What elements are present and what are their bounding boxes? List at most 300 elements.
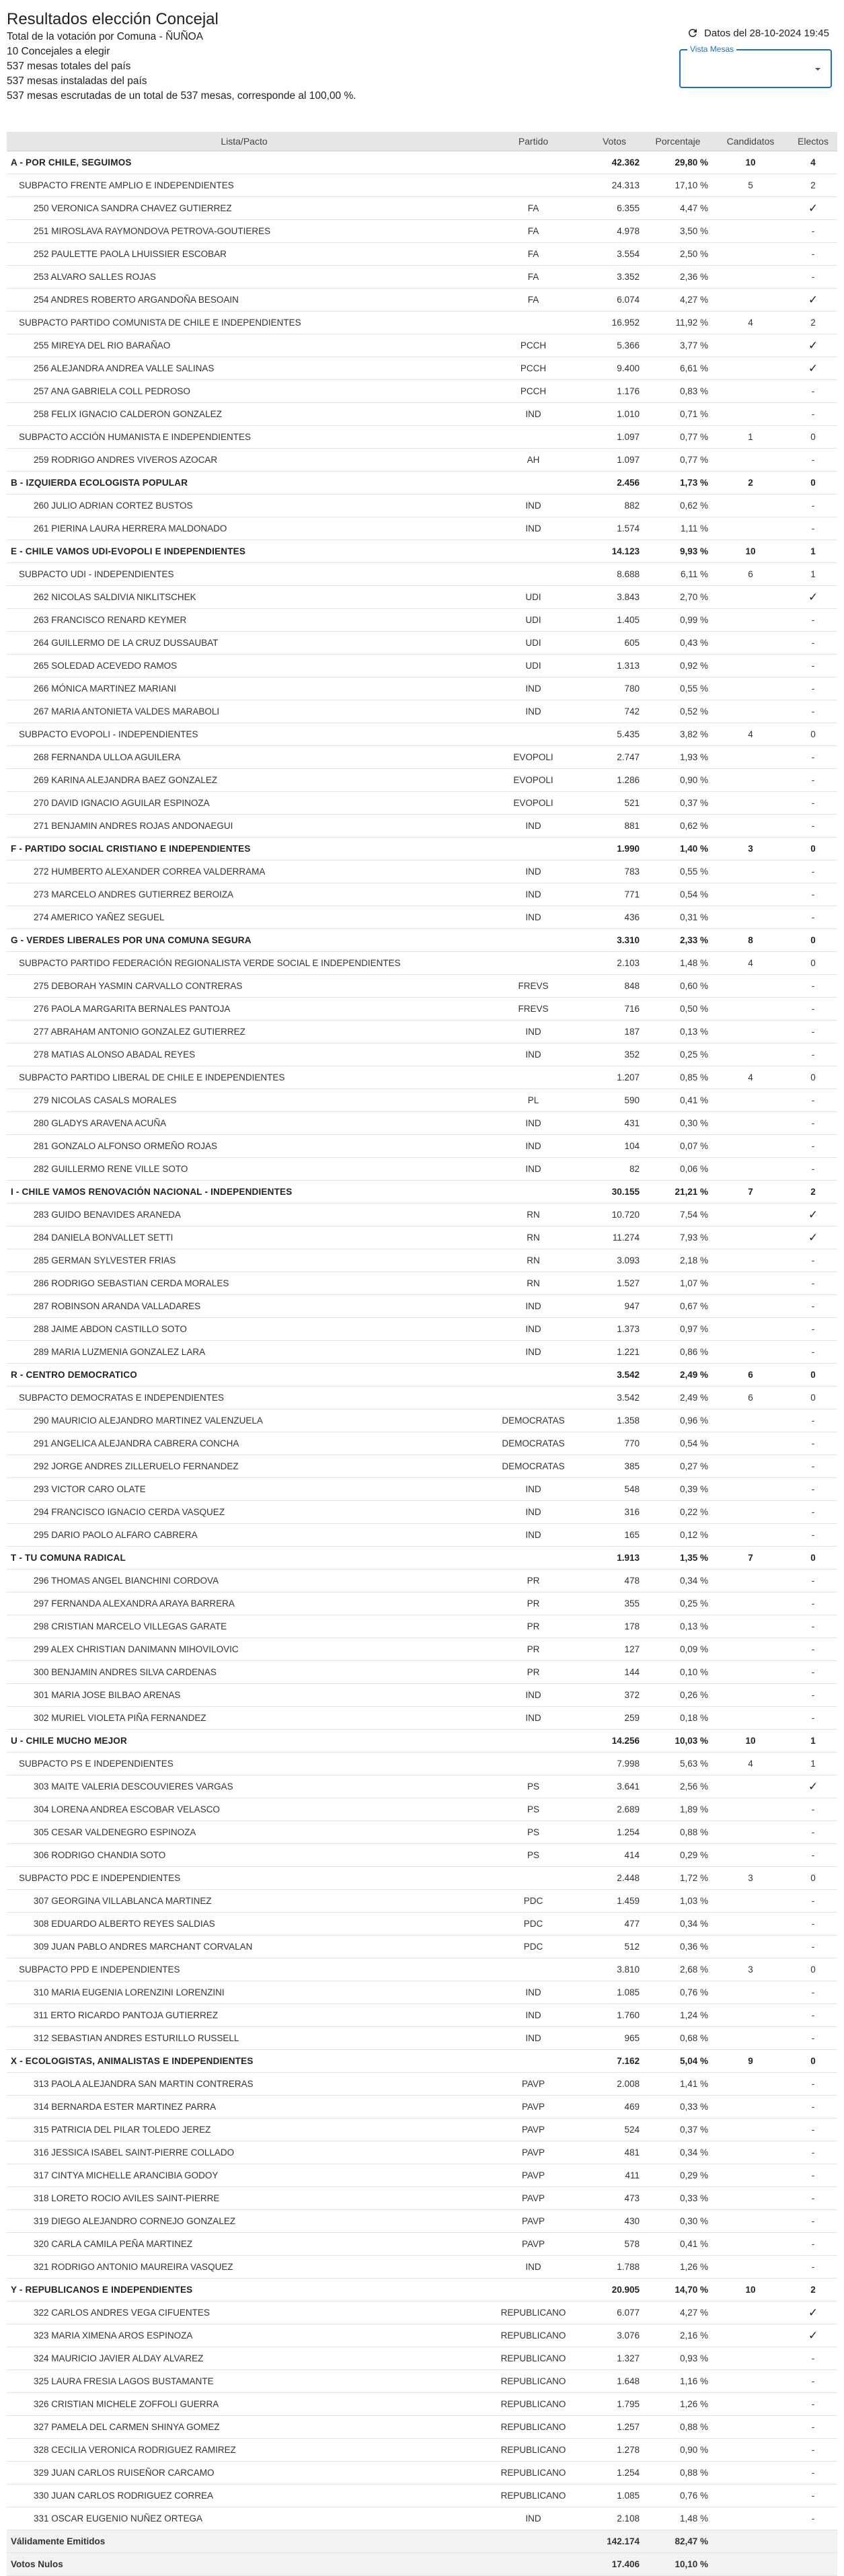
cell-percent: 1,35 %: [644, 1547, 712, 1570]
cell-percent: 2,49 %: [644, 1364, 712, 1387]
cell-percent: 0,88 %: [644, 1821, 712, 1844]
cell-percent: 1,40 %: [644, 838, 712, 860]
cell-elected: [789, 586, 837, 609]
candidate-row: [7, 1409, 837, 1432]
cell-percent: 0,54 %: [644, 1432, 712, 1455]
check-icon: ✓: [808, 361, 818, 375]
cell-candidates: [712, 2119, 789, 2141]
cell-party: EVOPOLI: [482, 792, 585, 815]
cell-percent: 0,77 %: [644, 449, 712, 472]
candidate-row: [7, 2004, 837, 2027]
cell-percent: 4,27 %: [644, 289, 712, 311]
cell-elected: -: [789, 1524, 837, 1547]
cell-name: 296 THOMAS ANGEL BIANCHINI CORDOVA: [7, 1570, 482, 1592]
cell-elected: -: [789, 1798, 837, 1821]
cell-party: IND: [482, 1524, 585, 1547]
cell-votes: 1.085: [585, 1981, 644, 2004]
cell-percent: 0,30 %: [644, 2210, 712, 2233]
candidate-row: [7, 769, 837, 792]
cell-party: RN: [482, 1204, 585, 1226]
cell-name: SUBPACTO PDC E INDEPENDIENTES: [7, 1867, 482, 1890]
candidate-row: [7, 883, 837, 906]
cell-party: EVOPOLI: [482, 769, 585, 792]
cell-name: 298 CRISTIAN MARCELO VILLEGAS GARATE: [7, 1615, 482, 1638]
candidate-row: [7, 1890, 837, 1913]
cell-percent: 2,50 %: [644, 243, 712, 266]
candidate-row: [7, 2485, 837, 2507]
cell-percent: 0,25 %: [644, 1043, 712, 1066]
cell-name: 290 MAURICIO ALEJANDRO MARTINEZ VALENZUELA: [7, 1409, 482, 1432]
cell-name: A - POR CHILE, SEGUIMOS: [7, 151, 482, 174]
subpacto-row: [7, 1066, 837, 1089]
cell-votes: 355: [585, 1592, 644, 1615]
cell-name: E - CHILE VAMOS UDI-EVOPOLI E INDEPENDIENTES: [7, 540, 482, 563]
cell-votes: 431: [585, 1112, 644, 1135]
results-body: [7, 151, 837, 2576]
cell-party: [482, 1364, 585, 1387]
col-header-candidatos: Candidatos: [712, 132, 789, 151]
col-header-lista: Lista/Pacto: [7, 132, 482, 151]
cell-candidates: [712, 1821, 789, 1844]
cell-candidates: [712, 815, 789, 838]
candidate-row: [7, 1570, 837, 1592]
cell-candidates: [712, 655, 789, 677]
cell-candidates: [712, 334, 789, 357]
cell-name: 285 GERMAN SYLVESTER FRIAS: [7, 1249, 482, 1272]
cell-party: REPUBLICANO: [482, 2416, 585, 2439]
cell-name: 327 PAMELA DEL CARMEN SHINYA GOMEZ: [7, 2416, 482, 2439]
cell-percent: 10,03 %: [644, 1730, 712, 1753]
cell-elected: -: [789, 2096, 837, 2119]
candidate-row: [7, 2187, 837, 2210]
cell-votes: 1.527: [585, 1272, 644, 1295]
cell-percent: 0,29 %: [644, 1844, 712, 1867]
cell-candidates: [712, 1501, 789, 1524]
cell-votes: 7.162: [585, 2050, 644, 2073]
cell-party: REPUBLICANO: [482, 2370, 585, 2393]
cell-candidates: [712, 289, 789, 311]
cell-candidates: [712, 2324, 789, 2347]
cell-votes: 82: [585, 1158, 644, 1181]
cell-votes: 14.256: [585, 1730, 644, 1753]
cell-candidates: [712, 1936, 789, 1958]
cell-percent: 1,16 %: [644, 2370, 712, 2393]
candidate-row: [7, 2096, 837, 2119]
cell-candidates: 7: [712, 1547, 789, 1570]
cell-percent: 0,36 %: [644, 1936, 712, 1958]
cell-votes: 1.286: [585, 769, 644, 792]
cell-percent: 0,85 %: [644, 1066, 712, 1089]
candidate-row: [7, 380, 837, 403]
cell-party: IND: [482, 883, 585, 906]
candidate-row: [7, 1638, 837, 1661]
cell-votes: 2.689: [585, 1798, 644, 1821]
cell-name: 254 ANDRES ROBERTO ARGANDOÑA BESOAIN: [7, 289, 482, 311]
cell-elected: -: [789, 2416, 837, 2439]
cell-candidates: [712, 1615, 789, 1638]
cell-party: RN: [482, 1272, 585, 1295]
refresh-icon[interactable]: [687, 27, 699, 39]
cell-candidates: [712, 2485, 789, 2507]
cell-name: 329 JUAN CARLOS RUISEÑOR CARCAMO: [7, 2462, 482, 2485]
cell-elected: 0: [789, 1867, 837, 1890]
cell-party: IND: [482, 1707, 585, 1730]
candidate-row: [7, 1661, 837, 1684]
cell-candidates: [712, 1135, 789, 1158]
cell-name: 302 MURIEL VIOLETA PIÑA FERNANDEZ: [7, 1707, 482, 1730]
cell-party: PCCH: [482, 357, 585, 380]
cell-percent: 0,90 %: [644, 769, 712, 792]
cell-percent: 0,54 %: [644, 883, 712, 906]
cell-votes: 1.085: [585, 2485, 644, 2507]
cell-percent: 1,07 %: [644, 1272, 712, 1295]
candidate-row: [7, 2370, 837, 2393]
cell-votes: 6.077: [585, 2302, 644, 2324]
candidate-row: [7, 1707, 837, 1730]
cell-name: 303 MAITE VALERIA DESCOUVIERES VARGAS: [7, 1775, 482, 1798]
check-icon: ✓: [808, 293, 818, 306]
cell-party: REPUBLICANO: [482, 2324, 585, 2347]
cell-votes: 1.254: [585, 2462, 644, 2485]
cell-party: UDI: [482, 586, 585, 609]
cell-candidates: [712, 586, 789, 609]
cell-elected: [789, 197, 837, 220]
cell-votes: 770: [585, 1432, 644, 1455]
comuna-info: Total de la votación por Comuna - ÑUÑOA: [7, 31, 204, 42]
cell-votes: 9.400: [585, 357, 644, 380]
cell-candidates: [712, 357, 789, 380]
cell-party: RN: [482, 1249, 585, 1272]
cell-name: 284 DANIELA BONVALLET SETTI: [7, 1226, 482, 1249]
cell-candidates: [712, 1478, 789, 1501]
cell-elected: -: [789, 1661, 837, 1684]
cell-elected: -: [789, 1432, 837, 1455]
cell-percent: 0,62 %: [644, 815, 712, 838]
candidate-row: [7, 197, 837, 220]
cell-percent: 1,89 %: [644, 1798, 712, 1821]
cell-elected: -: [789, 2187, 837, 2210]
cell-name: SUBPACTO PARTIDO FEDERACIÓN REGIONALISTA VERDE SOCIAL E INDEPENDIENTES: [7, 952, 482, 975]
cell-party: [482, 472, 585, 494]
cell-votes: 473: [585, 2187, 644, 2210]
cell-percent: 1,41 %: [644, 2073, 712, 2096]
cell-elected: 0: [789, 929, 837, 952]
cell-votes: 178: [585, 1615, 644, 1638]
results-header: [7, 0, 837, 132]
cell-candidates: 3: [712, 838, 789, 860]
cell-name: U - CHILE MUCHO MEJOR: [7, 1730, 482, 1753]
mesas-totales-info: 537 mesas totales del país: [7, 61, 131, 72]
cell-candidates: [712, 2096, 789, 2119]
candidate-row: [7, 1021, 837, 1043]
cell-candidates: [712, 403, 789, 426]
cell-party: IND: [482, 906, 585, 929]
cell-candidates: [712, 1455, 789, 1478]
subpacto-row: [7, 174, 837, 197]
cell-votes: 1.097: [585, 449, 644, 472]
cell-name: 260 JULIO ADRIAN CORTEZ BUSTOS: [7, 494, 482, 517]
cell-elected: -: [789, 746, 837, 769]
cell-elected: -: [789, 2233, 837, 2256]
subpacto-row: [7, 1753, 837, 1775]
cell-candidates: 4: [712, 952, 789, 975]
cell-elected: -: [789, 1890, 837, 1913]
cell-party: PS: [482, 1798, 585, 1821]
cell-party: FREVS: [482, 998, 585, 1021]
cell-party: IND: [482, 2256, 585, 2279]
cell-votes: 1.278: [585, 2439, 644, 2462]
subpacto-row: [7, 952, 837, 975]
cell-percent: 0,76 %: [644, 1981, 712, 2004]
total-row: [7, 2530, 837, 2553]
cell-candidates: [712, 1775, 789, 1798]
check-icon: ✓: [808, 2306, 818, 2319]
cell-elected: [789, 2553, 837, 2576]
cell-votes: 1.459: [585, 1890, 644, 1913]
cell-party: [482, 151, 585, 174]
col-header-electos: Electos: [789, 132, 837, 151]
cell-percent: 0,55 %: [644, 677, 712, 700]
cell-elected: -: [789, 2164, 837, 2187]
chevron-down-icon: [814, 64, 821, 71]
cell-name: I - CHILE VAMOS RENOVACIÓN NACIONAL - INDEPENDIENTES: [7, 1181, 482, 1204]
cell-name: 299 ALEX CHRISTIAN DANIMANN MIHOVILOVIC: [7, 1638, 482, 1661]
cell-elected: -: [789, 2004, 837, 2027]
cell-percent: 0,88 %: [644, 2416, 712, 2439]
mesas-instaladas-info: 537 mesas instaladas del país: [7, 75, 147, 87]
cell-votes: 2.456: [585, 472, 644, 494]
cell-name: 297 FERNANDA ALEXANDRA ARAYA BARRERA: [7, 1592, 482, 1615]
cell-party: UDI: [482, 609, 585, 632]
cell-candidates: [712, 1707, 789, 1730]
candidate-row: [7, 517, 837, 540]
cell-percent: 2,36 %: [644, 266, 712, 289]
cell-candidates: 4: [712, 1753, 789, 1775]
cell-elected: -: [789, 1478, 837, 1501]
cell-elected: -: [789, 266, 837, 289]
vista-mesas-select[interactable]: [679, 44, 832, 88]
cell-votes: 1.313: [585, 655, 644, 677]
pacto-row: [7, 540, 837, 563]
cell-elected: -: [789, 1821, 837, 1844]
cell-votes: 436: [585, 906, 644, 929]
candidate-row: [7, 815, 837, 838]
candidate-row: [7, 1272, 837, 1295]
cell-party: [482, 2050, 585, 2073]
cell-party: PR: [482, 1661, 585, 1684]
cell-percent: 1,48 %: [644, 952, 712, 975]
cell-elected: 2: [789, 174, 837, 197]
mesas-escrutadas-info: 537 mesas escrutadas de un total de 537 mesas, corresponde al 100,00 %.: [7, 90, 356, 102]
cell-elected: -: [789, 1570, 837, 1592]
cell-elected: -: [789, 860, 837, 883]
cell-percent: 5,63 %: [644, 1753, 712, 1775]
cell-name: 301 MARIA JOSE BILBAO ARENAS: [7, 1684, 482, 1707]
cell-candidates: [712, 494, 789, 517]
cell-candidates: [712, 883, 789, 906]
candidate-row: [7, 1112, 837, 1135]
cell-percent: 0,90 %: [644, 2439, 712, 2462]
cell-percent: 0,67 %: [644, 1295, 712, 1318]
cell-elected: [789, 2530, 837, 2553]
cell-elected: 1: [789, 563, 837, 586]
cell-percent: 0,09 %: [644, 1638, 712, 1661]
candidate-row: [7, 2119, 837, 2141]
cell-party: PR: [482, 1592, 585, 1615]
cell-party: [482, 1730, 585, 1753]
cell-party: REPUBLICANO: [482, 2439, 585, 2462]
cell-party: IND: [482, 1318, 585, 1341]
cell-name: 272 HUMBERTO ALEXANDER CORREA VALDERRAMA: [7, 860, 482, 883]
cell-votes: 548: [585, 1478, 644, 1501]
candidate-row: [7, 1043, 837, 1066]
cell-candidates: 10: [712, 2279, 789, 2302]
cell-elected: -: [789, 609, 837, 632]
cell-percent: 1,26 %: [644, 2393, 712, 2416]
candidate-row: [7, 1844, 837, 1867]
cell-name: 307 GEORGINA VILLABLANCA MARTINEZ: [7, 1890, 482, 1913]
cell-percent: 0,29 %: [644, 2164, 712, 2187]
candidate-row: [7, 357, 837, 380]
candidate-row: [7, 2164, 837, 2187]
cell-party: PAVP: [482, 2233, 585, 2256]
cell-candidates: [712, 1913, 789, 1936]
cell-name: 281 GONZALO ALFONSO ORMEÑO ROJAS: [7, 1135, 482, 1158]
cell-votes: 8.688: [585, 563, 644, 586]
cell-percent: 1,26 %: [644, 2256, 712, 2279]
cell-name: 330 JUAN CARLOS RODRIGUEZ CORREA: [7, 2485, 482, 2507]
cell-percent: 0,12 %: [644, 1524, 712, 1547]
cell-name: T - TU COMUNA RADICAL: [7, 1547, 482, 1570]
cell-votes: 14.123: [585, 540, 644, 563]
cell-candidates: [712, 998, 789, 1021]
cell-percent: 0,13 %: [644, 1615, 712, 1638]
cell-percent: 0,37 %: [644, 2119, 712, 2141]
cell-name: 278 MATIAS ALONSO ABADAL REYES: [7, 1043, 482, 1066]
candidate-row: [7, 494, 837, 517]
candidate-row: [7, 1089, 837, 1112]
cell-party: AH: [482, 449, 585, 472]
cell-candidates: [712, 1021, 789, 1043]
table-header-row: [7, 132, 837, 151]
cell-candidates: 6: [712, 1364, 789, 1387]
cell-votes: 16.952: [585, 311, 644, 334]
cell-elected: -: [789, 2439, 837, 2462]
cell-name: 276 PAOLA MARGARITA BERNALES PANTOJA: [7, 998, 482, 1021]
cell-percent: 7,93 %: [644, 1226, 712, 1249]
cell-elected: [789, 2324, 837, 2347]
cell-elected: -: [789, 1684, 837, 1707]
cell-name: 253 ALVARO SALLES ROJAS: [7, 266, 482, 289]
cell-party: PAVP: [482, 2210, 585, 2233]
cell-party: DEMOCRATAS: [482, 1432, 585, 1455]
cell-party: IND: [482, 1295, 585, 1318]
cell-party: IND: [482, 677, 585, 700]
cell-candidates: [712, 609, 789, 632]
cell-percent: 0,43 %: [644, 632, 712, 655]
cell-votes: 142.174: [585, 2530, 644, 2553]
cell-name: 257 ANA GABRIELA COLL PEDROSO: [7, 380, 482, 403]
pacto-row: [7, 1364, 837, 1387]
cell-votes: 1.648: [585, 2370, 644, 2393]
cell-name: SUBPACTO PPD E INDEPENDIENTES: [7, 1958, 482, 1981]
check-icon: ✓: [808, 1208, 818, 1221]
cell-percent: 2,16 %: [644, 2324, 712, 2347]
cell-votes: 1.327: [585, 2347, 644, 2370]
cell-votes: 469: [585, 2096, 644, 2119]
cell-candidates: [712, 1592, 789, 1615]
cell-candidates: [712, 1249, 789, 1272]
cell-candidates: [712, 2530, 789, 2553]
candidate-row: [7, 609, 837, 632]
cell-party: PAVP: [482, 2141, 585, 2164]
cell-votes: 3.310: [585, 929, 644, 952]
candidate-row: [7, 998, 837, 1021]
cell-party: PCCH: [482, 380, 585, 403]
cell-elected: -: [789, 220, 837, 243]
cell-percent: 11,92 %: [644, 311, 712, 334]
cell-elected: [789, 1775, 837, 1798]
cell-name: 313 PAOLA ALEJANDRA SAN MARTIN CONTRERAS: [7, 2073, 482, 2096]
cell-party: [482, 1181, 585, 1204]
cell-candidates: 9: [712, 2050, 789, 2073]
cell-name: 268 FERNANDA ULLOA AGUILERA: [7, 746, 482, 769]
cell-percent: 0,33 %: [644, 2187, 712, 2210]
cell-name: SUBPACTO ACCIÓN HUMANISTA E INDEPENDIENTES: [7, 426, 482, 449]
cell-percent: 0,77 %: [644, 426, 712, 449]
cell-elected: -: [789, 1707, 837, 1730]
cell-elected: -: [789, 632, 837, 655]
cell-party: REPUBLICANO: [482, 2462, 585, 2485]
cell-candidates: [712, 1798, 789, 1821]
cell-name: F - PARTIDO SOCIAL CRISTIANO E INDEPENDIENTES: [7, 838, 482, 860]
cell-votes: 1.373: [585, 1318, 644, 1341]
candidate-row: [7, 2210, 837, 2233]
cell-candidates: [712, 632, 789, 655]
cell-name: 325 LAURA FRESIA LAGOS BUSTAMANTE: [7, 2370, 482, 2393]
cell-party: PR: [482, 1570, 585, 1592]
cell-candidates: 6: [712, 1387, 789, 1409]
cell-candidates: [712, 1844, 789, 1867]
cell-elected: -: [789, 1341, 837, 1364]
candidate-row: [7, 586, 837, 609]
cell-party: FA: [482, 243, 585, 266]
cell-elected: -: [789, 1844, 837, 1867]
cell-elected: -: [789, 769, 837, 792]
cell-percent: 0,26 %: [644, 1684, 712, 1707]
cell-elected: 1: [789, 1753, 837, 1775]
cell-party: PDC: [482, 1913, 585, 1936]
candidate-row: [7, 1226, 837, 1249]
cell-votes: 1.097: [585, 426, 644, 449]
cell-elected: -: [789, 1089, 837, 1112]
cell-candidates: 4: [712, 1066, 789, 1089]
cell-party: IND: [482, 2027, 585, 2050]
vista-mesas-label: Vista Mesas: [687, 44, 736, 54]
candidate-row: [7, 1592, 837, 1615]
cell-votes: 742: [585, 700, 644, 723]
cell-elected: -: [789, 2347, 837, 2370]
cell-elected: [789, 1226, 837, 1249]
cell-name: 322 CARLOS ANDRES VEGA CIFUENTES: [7, 2302, 482, 2324]
cell-elected: -: [789, 2073, 837, 2096]
cell-name: 251 MIROSLAVA RAYMONDOVA PETROVA-GOUTIERES: [7, 220, 482, 243]
cell-party: IND: [482, 2004, 585, 2027]
cell-name: 264 GUILLERMO DE LA CRUZ DUSSAUBAT: [7, 632, 482, 655]
cell-votes: 3.093: [585, 1249, 644, 1272]
cell-name: 255 MIREYA DEL RIO BARAÑAO: [7, 334, 482, 357]
candidate-row: [7, 1913, 837, 1936]
